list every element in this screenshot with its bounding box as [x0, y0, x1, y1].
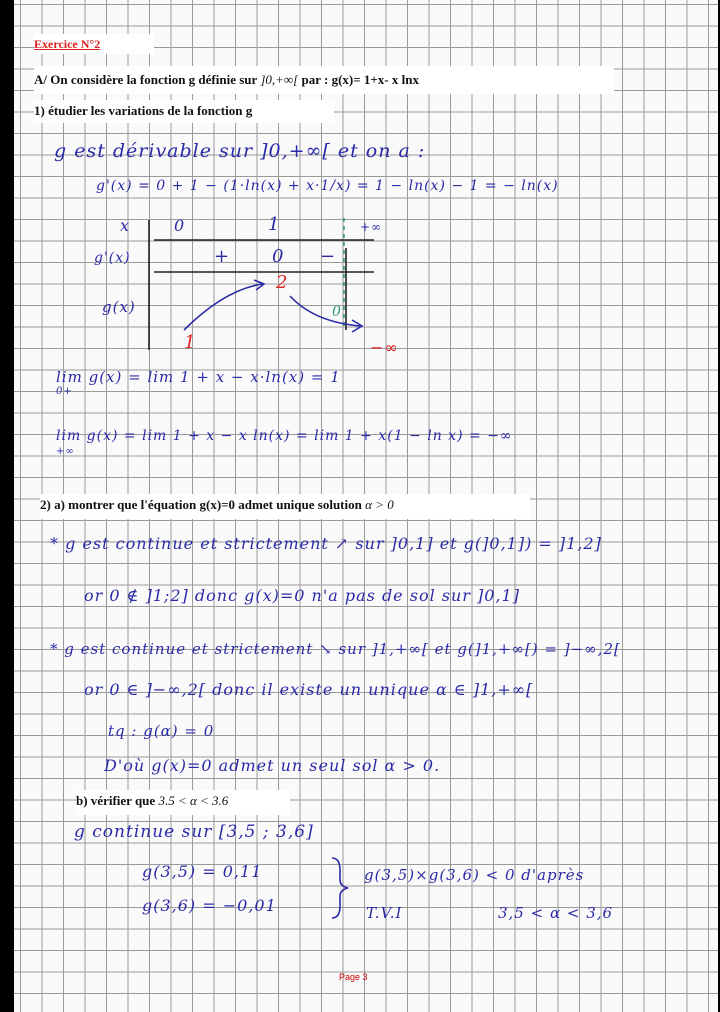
hw-2a-line6: D'où g(x)=0 admet un seul sol α > 0. — [104, 756, 441, 775]
worksheet-page — [14, 0, 718, 1012]
table-start-value: 1 — [184, 332, 197, 353]
question-2a-condition: α > 0 — [365, 497, 394, 512]
hw-limit-zero: lim g(x) = lim 1 + x − x·ln(x) = 1 — [56, 368, 341, 386]
table-end-value: −∞ — [370, 338, 399, 357]
hw-2a-line3: * g est continue et strictement ↘ sur ]1,+∞[ et g(]1,+∞[) = ]−∞,2[ — [50, 640, 621, 658]
table-g-label: g(x) — [102, 298, 136, 316]
part-a-domain: ]0,+∞[ — [260, 72, 299, 87]
table-x-label: x — [120, 216, 131, 235]
part-a-text: A/ On considère la fonction g définie sur — [34, 72, 258, 87]
hw-limit-infinity-sub: +∞ — [56, 446, 75, 457]
part-a-formula: par : g(x)= 1+x- x lnx — [301, 72, 419, 87]
table-zero-bound: 0 — [174, 216, 186, 235]
hw-2a-line2: or 0 ∉ ]1;2] donc g(x)=0 n'a pas de sol sur ]0,1] — [84, 586, 520, 605]
hw-2b-line1: g continue sur [3,5 ; 3,6] — [74, 822, 314, 842]
hw-limit-infinity: lim g(x) = lim 1 + x − x ln(x) = lim 1 + x(1 − ln x) = −∞ — [56, 428, 513, 444]
table-inf: +∞ — [360, 220, 383, 234]
table-plus-sign: + — [214, 246, 231, 267]
table-gprime-label: g'(x) — [94, 250, 131, 266]
table-max-value: 2 — [276, 272, 289, 293]
hw-derivable-line: g est dérivable sur ]0,+∞[ et on a : — [54, 140, 426, 162]
hw-2a-line4: or 0 ∈ ]−∞,2[ donc il existe un unique α ∈ ]1,+∞[ — [84, 680, 534, 699]
question-2b — [76, 790, 290, 815]
page-number: Page 3 — [339, 972, 368, 982]
hw-2a-line5: tq : g(α) = 0 — [108, 722, 215, 740]
question-2a — [40, 494, 530, 519]
hw-2a-line1: * g est continue et strictement ↗ sur ]0,1] et g(]0,1]) = ]1,2] — [50, 534, 602, 553]
hw-2b-line6: 3,5 < α < 3,6 — [498, 904, 614, 922]
table-alpha-zero: 0 — [332, 304, 342, 320]
hw-limit-zero-sub: 0+ — [56, 386, 73, 397]
table-minus-sign: − — [320, 246, 337, 267]
table-one: 1 — [268, 214, 281, 235]
hw-2b-line3: g(3,6) = −0,01 — [142, 896, 277, 915]
question-2b-text: b) vérifier que — [76, 793, 156, 808]
hw-2b-line2: g(3,5) = 0,11 — [142, 862, 263, 881]
hw-2b-line4: g(3,5)×g(3,6) < 0 d'après — [364, 866, 585, 884]
table-zero-sign: 0 — [272, 246, 285, 267]
exercise-title: Exercice N°2 — [34, 37, 101, 51]
question-2a-text: 2) a) montrer que l'équation g(x)=0 admet unique solution — [40, 497, 362, 512]
question-1-text: 1) étudier les variations de la fonction g — [34, 103, 253, 118]
hw-derivative-line: g'(x) = 0 + 1 − (1·ln(x) + x·1/x) = 1 − ln(x) − 1 = − ln(x) — [96, 178, 559, 194]
question-2b-condition: 3.5 < α < 3.6 — [158, 793, 229, 808]
hw-2b-line5: T.V.I — [366, 904, 403, 922]
